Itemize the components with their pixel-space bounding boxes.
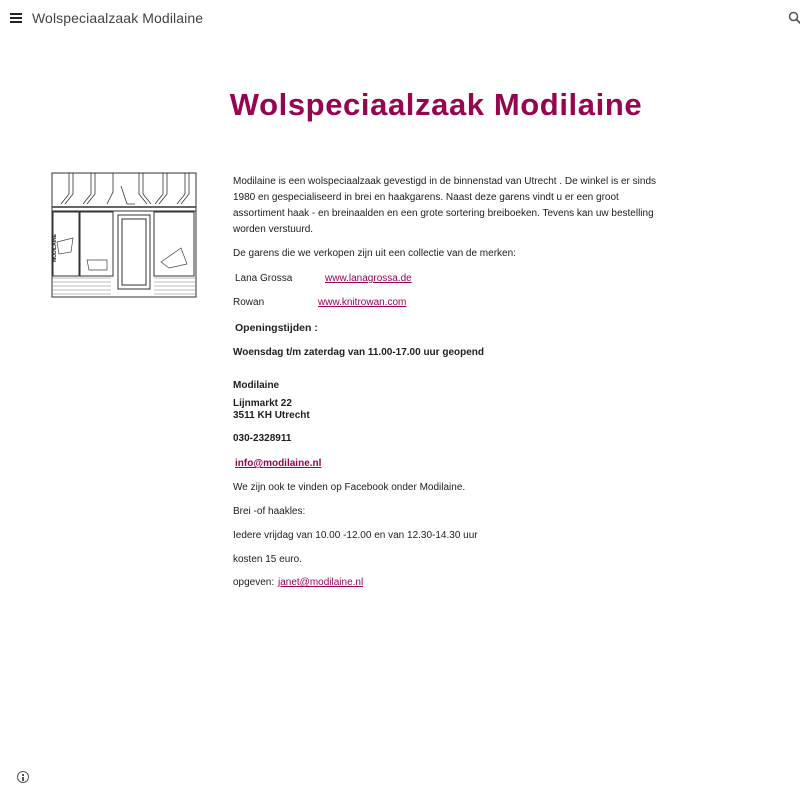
brands-intro: De garens die we verkopen zijn uit een collectie van de merken:: [233, 248, 516, 259]
address-city: 3511 KH Utrecht: [233, 410, 310, 421]
email-link-info[interactable]: info@modilaine.nl: [235, 458, 322, 469]
info-icon[interactable]: [17, 771, 29, 783]
facebook-text: We zijn ook te vinden op Facebook onder Modilaine.: [233, 482, 466, 493]
top-bar: [0, 0, 800, 38]
brand-name: Lana Grossa: [235, 273, 293, 284]
page-title: Wolspeciaalzaak Modilaine: [229, 86, 643, 122]
lessons-time: Iedere vrijdag van 10.00 -12.00 en van 12.30-14.30 uur: [233, 530, 478, 541]
lessons-cost: kosten 15 euro.: [233, 554, 302, 565]
search-icon[interactable]: [788, 11, 800, 27]
svg-text:MODILAINE: MODILAINE: [52, 233, 58, 262]
signup-label: opgeven:: [233, 577, 275, 588]
intro-line: Modilaine is een wolspeciaalzaak gevestigd in de binnenstad van Utrecht . De winkel is er sinds: [233, 176, 657, 187]
intro-line: assortiment haak - en breinaalden en een grote sortering breiboeken. Tevens kan uw bestelling: [233, 208, 654, 219]
phone-number: 030-2328911: [233, 433, 292, 444]
brand-name: Rowan: [233, 297, 265, 308]
opening-hours: Woensdag t/m zaterdag van 11.00-17.00 uur geopend: [233, 347, 485, 358]
brand-link-lanagrossa[interactable]: www.lanagrossa.de: [325, 273, 412, 284]
address-street: Lijnmarkt 22: [233, 398, 292, 409]
site-title[interactable]: Wolspeciaalzaak Modilaine: [32, 10, 204, 26]
opening-hours-heading: Openingstijden :: [235, 322, 318, 334]
brand-link-knitrowan[interactable]: www.knitrowan.com: [318, 297, 407, 308]
intro-line: 1980 en gespecialiseerd in brei en haakgarens. Naast deze garens vindt u er een groot: [233, 192, 619, 203]
hamburger-menu-icon[interactable]: [10, 13, 22, 23]
email-link-janet[interactable]: janet@modilaine.nl: [278, 577, 364, 588]
intro-line: worden verstuurd.: [233, 224, 314, 235]
lessons-heading: Brei -of haakles:: [233, 506, 306, 517]
storefront-image: [51, 172, 197, 298]
address-name: Modilaine: [233, 380, 280, 391]
